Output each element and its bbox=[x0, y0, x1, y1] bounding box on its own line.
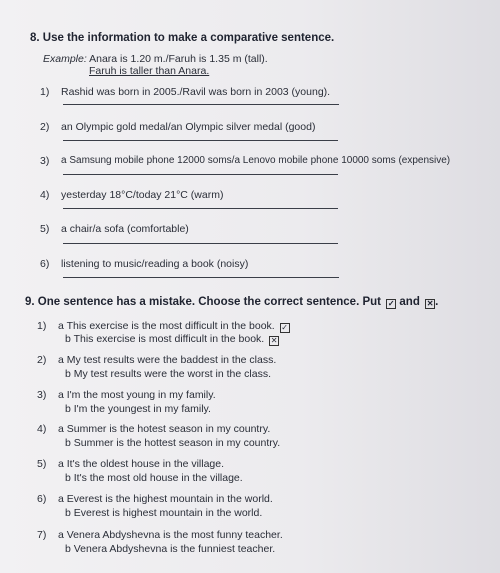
ex9-item-3-option-b[interactable]: b I'm the youngest in my family. bbox=[65, 403, 211, 415]
ex9-item-3-option-a[interactable]: a I'm the most young in my family. bbox=[58, 389, 216, 401]
ex8-item-3-number: 3) bbox=[40, 155, 50, 167]
exercise-9-heading: 9. One sentence has a mistake. Choose the correct sentence. Put ✓ and ✕ . bbox=[25, 296, 439, 308]
ex9-item-5-number: 5) bbox=[37, 458, 47, 470]
answer-cross-icon: ✕ bbox=[270, 336, 278, 345]
answer-check-icon: ✓ bbox=[281, 323, 288, 332]
example-answer: Faruh is taller than Anara. bbox=[89, 65, 210, 77]
ex9-item-1-number: 1) bbox=[37, 320, 47, 332]
ex9-item-2-option-a[interactable]: a My test results were the baddest in the class. bbox=[58, 354, 277, 366]
ex8-item-1-number: 1) bbox=[40, 86, 50, 98]
ex8-item-2-answer-line[interactable] bbox=[63, 140, 338, 141]
ex9-item-1-option-b[interactable]: b This exercise is most difficult in the book. ✕ bbox=[65, 333, 278, 345]
ex8-item-3-text: a Samsung mobile phone 12000 soms/a Lenovo mobile phone 10000 soms (expensive) bbox=[61, 155, 451, 166]
ex9-item-6-option-a[interactable]: a Everest is the highest mountain in the world. bbox=[58, 493, 273, 505]
exercise-9-heading-and: and bbox=[399, 296, 420, 308]
ex8-item-4-answer-line[interactable] bbox=[63, 208, 338, 209]
ex8-item-6-text: listening to music/reading a book (noisy) bbox=[61, 258, 249, 270]
ex9-item-3-number: 3) bbox=[37, 389, 47, 401]
example-text: Anara is 1.20 m./Faruh is 1.35 m (tall). bbox=[89, 53, 268, 65]
ex9-item-7-number: 7) bbox=[37, 529, 47, 541]
ex9-item-7-option-a[interactable]: a Venera Abdyshevna is the most funny teacher. bbox=[58, 529, 283, 541]
ex8-item-1-answer-line[interactable] bbox=[63, 104, 339, 105]
ex9-item-2-option-b[interactable]: b My test results were the worst in the class. bbox=[65, 368, 271, 380]
ex9-item-4-number: 4) bbox=[37, 423, 47, 435]
ex8-item-5-text: a chair/a sofa (comfortable) bbox=[61, 223, 189, 235]
exercise-8-heading: 8. Use the information to make a comparative sentence. bbox=[30, 32, 335, 44]
ex9-item-2-number: 2) bbox=[37, 354, 47, 366]
ex8-item-4-text: yesterday 18°C/today 21°C (warm) bbox=[61, 189, 224, 201]
ex8-item-5-number: 5) bbox=[40, 223, 50, 235]
ex9-item-5-option-a[interactable]: a It's the oldest house in the village. bbox=[58, 458, 225, 470]
ex9-item-6-number: 6) bbox=[37, 493, 47, 505]
ex8-item-2-number: 2) bbox=[40, 121, 50, 133]
ex9-item-1-option-a[interactable]: a This exercise is the most difficult in the book. ✓ bbox=[58, 320, 288, 332]
ex8-item-4-number: 4) bbox=[40, 189, 50, 201]
example-label: Example: bbox=[43, 53, 87, 65]
ex9-item-5-option-b[interactable]: b It's the most old house in the village. bbox=[65, 472, 243, 484]
ex9-item-4-option-b[interactable]: b Summer is the hottest season in my country. bbox=[65, 437, 281, 449]
ex9-item-4-option-a[interactable]: a Summer is the hotest season in my country. bbox=[58, 423, 271, 435]
ex8-item-6-number: 6) bbox=[40, 258, 50, 270]
example-line bbox=[43, 53, 268, 65]
ex8-item-3-answer-line[interactable] bbox=[63, 174, 338, 175]
ex8-item-2-text: an Olympic gold medal/an Olympic silver medal (good) bbox=[61, 121, 316, 133]
ex8-item-5-answer-line[interactable] bbox=[63, 243, 338, 244]
check-box-icon: ✓ bbox=[387, 299, 395, 308]
ex9-item-6-option-b[interactable]: b Everest is highest mountain in the world. bbox=[65, 507, 263, 519]
ex9-item-7-option-b[interactable]: b Venera Abdyshevna is the funniest teacher. bbox=[65, 543, 276, 555]
cross-box-icon: ✕ bbox=[426, 299, 434, 308]
ex8-item-1-text: Rashid was born in 2005./Ravil was born in 2003 (young). bbox=[61, 86, 331, 98]
ex8-item-6-answer-line[interactable] bbox=[63, 277, 339, 278]
exercise-9-heading-text: 9. One sentence has a mistake. Choose the correct sentence. Put bbox=[25, 296, 381, 308]
